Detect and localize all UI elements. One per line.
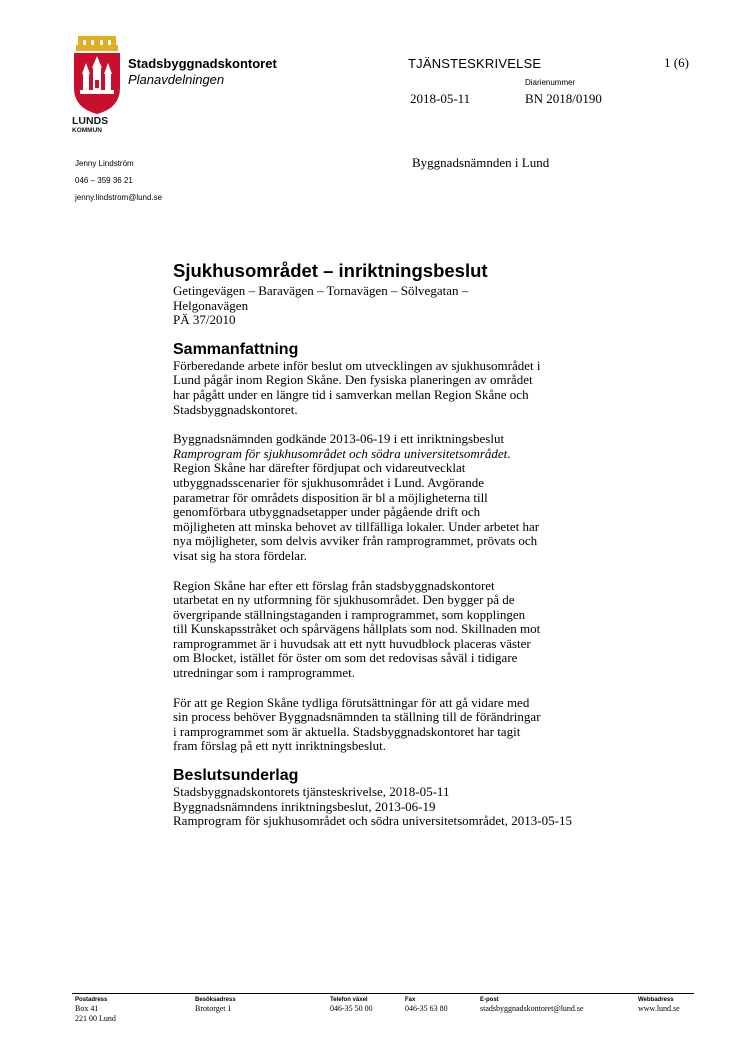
contact-name: Jenny Lindström xyxy=(75,159,134,168)
logo-text-lunds: LUNDS xyxy=(72,115,109,127)
diarie-label: Diarienummer xyxy=(525,78,576,87)
paragraph-line: Byggnadsnämnden godkände 2013-06-19 i ett inriktningsbeslut xyxy=(173,431,505,447)
footer-label: Besöksadress xyxy=(195,997,236,1003)
org-name: Stadsbyggnadskontoret xyxy=(128,56,277,71)
contact-phone: 046 – 359 36 21 xyxy=(75,176,133,185)
document-title: Sjukhusområdet – inriktningsbeslut xyxy=(173,260,488,281)
paragraph-line: Region Skåne har efter ett förslag från stadsbyggnadskontoret xyxy=(173,577,495,593)
paragraph-line: om Blocket, istället för öster om som det redovisas såväl i tidigare xyxy=(173,650,518,666)
paragraph-line: nya möjligheter, som delvis avviker från ramprogrammet, prövats och xyxy=(173,533,538,549)
basis-heading: Beslutsunderlag xyxy=(173,767,299,785)
paragraph-line: parametrar för områdets disposition är bl a möjligheterna till xyxy=(173,489,488,505)
document-type: TJÄNSTESKRIVELSE xyxy=(408,56,542,71)
footer-web-link[interactable]: www.lund.se xyxy=(638,1004,680,1013)
footer-value: 221 00 Lund xyxy=(75,1014,116,1023)
ramprogram-title: Ramprogram för sjukhusområdet och södra universitetsområdet xyxy=(173,445,508,461)
paragraph-line: har pågått under en längre tid i samverkan mellan Region Skåne och xyxy=(173,386,529,402)
recipient: Byggnadsnämnden i Lund xyxy=(412,155,550,170)
paragraph-line: Stadsbyggnadskontoret. xyxy=(173,401,298,417)
paragraph-line: utredningar som i ramprogrammet. xyxy=(173,665,355,681)
subtitle-line: PÄ 37/2010 xyxy=(173,312,236,328)
paragraph-line: till Kunskapsstråket och spårvägens hållplats som nod. Skillnaden mot xyxy=(173,621,541,637)
period: . xyxy=(507,445,511,461)
footer-email-link[interactable]: stadsbyggnadskontoret@lund.se xyxy=(480,1004,584,1013)
footer-value: Box 41 xyxy=(75,1004,99,1013)
footer-label: Webbadress xyxy=(638,997,674,1003)
subtitle-line: Getingevägen – Baravägen – Tornavägen – Sölvegatan – xyxy=(173,283,469,298)
diarie-number: BN 2018/0190 xyxy=(525,91,602,106)
org-department: Planavdelningen xyxy=(128,72,225,87)
paragraph-line: ramprogrammet är i huvudsak att ett nytt huvudblock placeras väster xyxy=(173,635,531,651)
paragraph-line: i ramprogrammet som är aktuella. Stadsbyggnadskontoret har tagit xyxy=(173,723,521,739)
basis-item: Byggnadsnämndens inriktningsbeslut, 2013-06-19 xyxy=(173,798,436,814)
footer-label: Fax xyxy=(405,997,416,1003)
contact-email: jenny.lindstrom@lund.se xyxy=(75,193,163,202)
paragraph-line: visat sig ha stora fördelar. xyxy=(173,547,307,563)
footer-label: E-post xyxy=(480,997,499,1003)
footer-epost xyxy=(480,996,584,1014)
paragraph-line: övergripande ställningstaganden i ramprogrammet, som kopplingen xyxy=(173,606,526,622)
paragraph-line: Region Skåne har därefter fördjupat och vidareutvecklat xyxy=(173,460,466,476)
footer-webb xyxy=(638,996,680,1014)
footer-besoksadress xyxy=(195,996,236,1014)
paragraph-line: utarbetat en ny utformning för sjukhusområdet. Den bygger på de xyxy=(173,592,515,608)
footer-telefon xyxy=(330,996,373,1014)
paragraph-line: fram förslag på ett nytt inriktningsbeslut. xyxy=(173,738,387,754)
footer-label: Telefon växel xyxy=(330,997,368,1003)
paragraph-line: möjligheten att minska behovet av tillfälliga lokaler. Under arbetet har xyxy=(173,518,540,534)
paragraph-line xyxy=(173,447,643,462)
footer-divider xyxy=(72,993,694,994)
paragraph-line: genomförbara utbyggnadsetapper under pågående drift och xyxy=(173,504,481,520)
paragraph-line: sin process behöver Byggnadsnämnden ta ställning till de förändringar xyxy=(173,709,541,725)
footer-label: Postadress xyxy=(75,997,108,1003)
footer-value: Brotorget 1 xyxy=(195,1004,232,1013)
summary-heading: Sammanfattning xyxy=(173,340,299,358)
paragraph-line: Lund pågår inom Region Skåne. Den fysiska planeringen av området xyxy=(173,372,533,388)
basis-item: Stadsbyggnadskontorets tjänsteskrivelse, 2018-05-11 xyxy=(173,784,450,800)
document-date: 2018-05-11 xyxy=(410,91,471,106)
basis-item: Ramprogram för sjukhusområdet och södra universitetsområdet, 2013-05-15 xyxy=(173,813,572,829)
page-number: 1 (6) xyxy=(664,55,689,70)
document-body xyxy=(173,260,643,829)
paragraph-line: utbyggnadsscenarier för sjukhusområdet i Lund. Avgörande xyxy=(173,474,484,490)
footer-value: 046-35 63 80 xyxy=(405,1004,448,1013)
footer-postadress xyxy=(75,996,116,1024)
logo-text-kommun: KOMMUN xyxy=(72,127,102,134)
footer-value: 046-35 50 00 xyxy=(330,1004,373,1013)
paragraph-line: Förberedande arbete inför beslut om utvecklingen av sjukhusområdet i xyxy=(173,357,541,373)
lunds-kommun-logo xyxy=(72,36,122,136)
subtitle-line: Helgonavägen xyxy=(173,297,249,313)
paragraph-line: För att ge Region Skåne tydliga förutsättningar för att gå vidare med xyxy=(173,694,530,710)
footer-fax xyxy=(405,996,448,1014)
